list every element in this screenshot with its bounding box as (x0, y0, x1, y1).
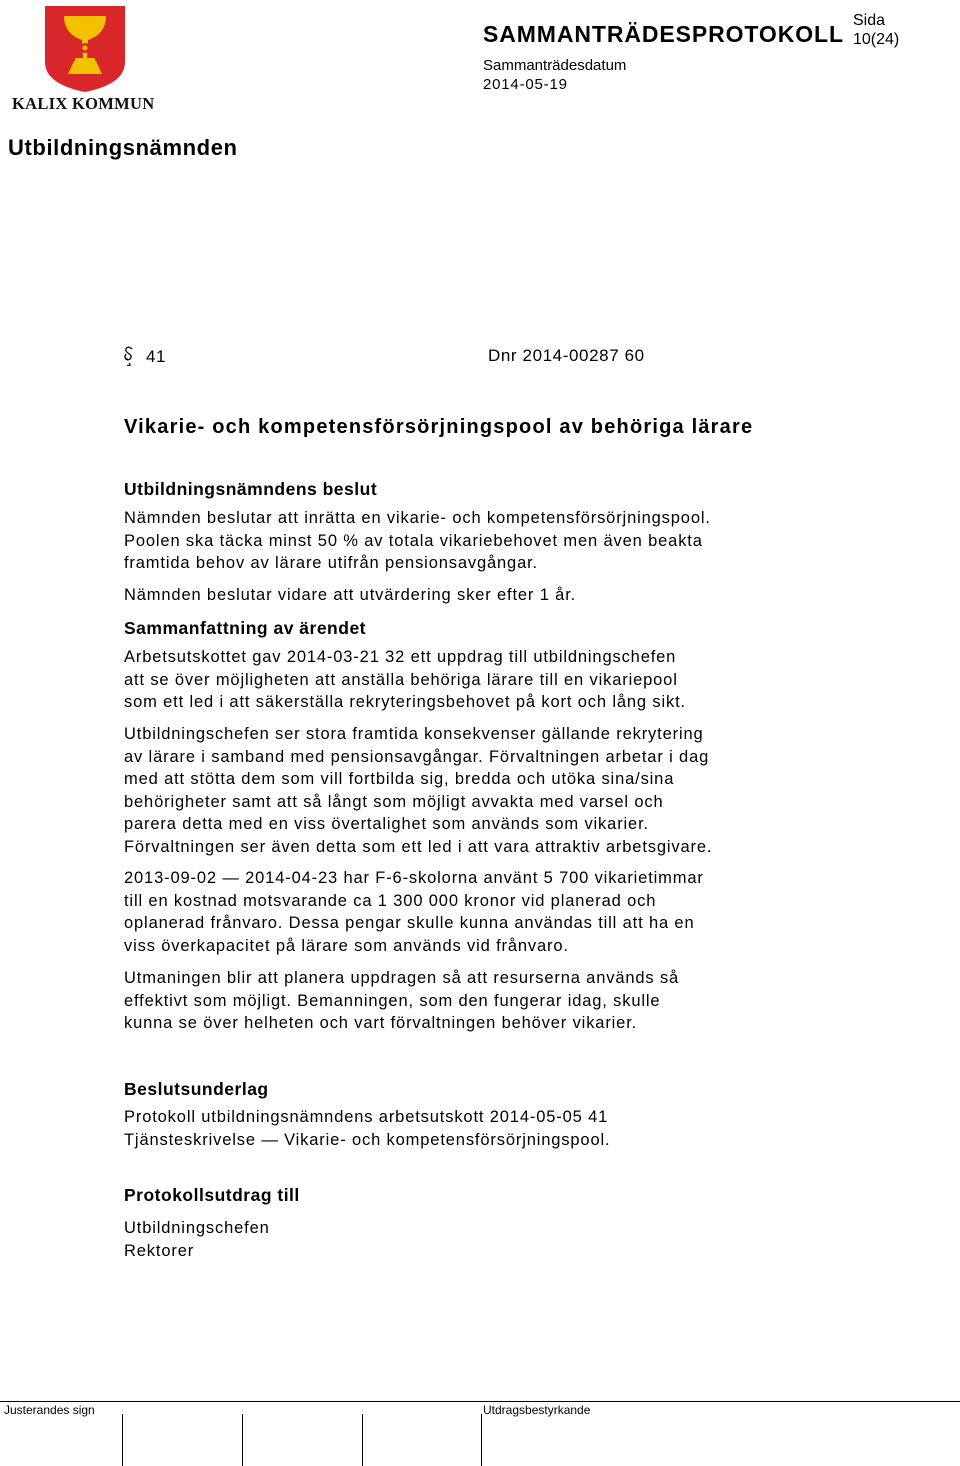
text-line: Utmaningen blir att planera uppdragen så att resurserna används så (124, 969, 680, 987)
text-line: Tjänsteskrivelse — Vikarie- och kompetensförsörjningspool. (124, 1130, 611, 1149)
text-line: Nämnden beslutar att inrätta en vikarie- och kompetensförsörjningspool. (124, 509, 711, 527)
document-type: SAMMANTRÄDESPROTOKOLL (483, 21, 844, 47)
signature-box-divider (122, 1414, 123, 1466)
section-number-value: 41 (146, 347, 167, 366)
text-line (124, 646, 824, 669)
case-number: Dnr 2014-00287 60 (488, 346, 645, 365)
text-line: Protokoll utbildningsnämndens arbetsutskott 2014-05-05 41 (124, 1108, 609, 1126)
basis-heading: Beslutsunderlag (124, 1079, 269, 1099)
logo-text: KALIX KOMMUN (12, 94, 155, 113)
text-segment: Arbetsutskottet gav 2014-03-21 32 ett uppdrag till utbildningschefen (124, 648, 677, 666)
text-line: behörigheter samt att så långt som möjligt avvakta med varsel och (124, 792, 664, 811)
meeting-date-label: Sammanträdesdatum (483, 57, 627, 74)
text-line: som ett led i att säkerställa rekryteringsbehovet på kort och lång sikt. (124, 693, 686, 711)
text-line: oplanerad frånvaro. Dessa pengar skulle kunna användas till att ha en (124, 914, 695, 932)
text-line: parera detta med en viss övertalighet som används som vikarier. (124, 815, 649, 833)
text-line: viss överkapacitet på lärare som används vid frånvaro. (124, 936, 569, 955)
recipient: Utbildningschefen (124, 1219, 270, 1237)
text-line: effektivt som möjligt. Bemanningen, som den fungerar idag, skulle (124, 991, 661, 1010)
certification-label: Utdragsbestyrkande (483, 1403, 591, 1417)
recipient: Rektorer (124, 1241, 195, 1260)
text-line: Förvaltningen ser även detta som ett led i att vara attraktiv arbetsgivare. (124, 837, 713, 856)
signature-box-divider (242, 1414, 243, 1466)
summary-heading: Sammanfattning av ärendet (124, 618, 366, 638)
extract-recipients (124, 1217, 824, 1262)
summary-paragraph-1 (124, 646, 824, 714)
section-number (124, 346, 166, 367)
signature-label: Justerandes sign (4, 1403, 95, 1417)
text-line: Utbildningschefen ser stora framtida konsekvenser gällande rekrytering (124, 725, 704, 743)
text-line: Poolen ska täcka minst 50 % av totala vikariebehovet men även beakta (124, 531, 703, 550)
extract-heading: Protokollsutdrag till (124, 1185, 300, 1205)
meeting-date: 2014-05-19 (483, 76, 568, 93)
text-line: framtida behov av lärare utifrån pensionsavgångar. (124, 554, 538, 572)
basis-list (124, 1106, 824, 1151)
footer-divider (0, 1401, 960, 1402)
text-line: Nämnden beslutar vidare att utvärdering sker efter 1 år. (124, 586, 577, 604)
decision-paragraph-1 (124, 507, 824, 575)
text-line: att se över möjligheten att anställa behöriga lärare till en vikariepool (124, 670, 678, 689)
decision-heading: Utbildningsnämndens beslut (124, 479, 378, 499)
summary-paragraph-3 (124, 867, 824, 957)
summary-paragraph-2 (124, 723, 824, 858)
signature-box-divider (362, 1414, 363, 1466)
case-title: Vikarie- och kompetensförsörjningspool av behöriga lärare (124, 416, 754, 438)
signature-box-divider (481, 1414, 482, 1466)
text-line: med att stötta dem som vill fortbilda sig, bredda och utöka sina/sina (124, 770, 675, 788)
section-sign-icon (124, 346, 134, 366)
text-line: kunna se över helheten och vart förvaltningen behöver vikarier. (124, 1014, 638, 1032)
decision-paragraph-2 (124, 584, 824, 607)
text-line: 2013-09-02 — 2014-04-23 har F-6-skolorna använt 5 700 vikarietimmar (124, 869, 704, 887)
text-line: till en kostnad motsvarande ca 1 300 000 kronor vid planerad och (124, 891, 657, 910)
committee-title: Utbildningsnämnden (8, 135, 238, 160)
page-number: 10(24) (853, 31, 900, 48)
summary-paragraph-4 (124, 967, 824, 1035)
text-line: av lärare i samband med pensionsavgångar. Förvaltningen arbetar i dag (124, 747, 710, 766)
page-label: Sida (853, 12, 886, 29)
